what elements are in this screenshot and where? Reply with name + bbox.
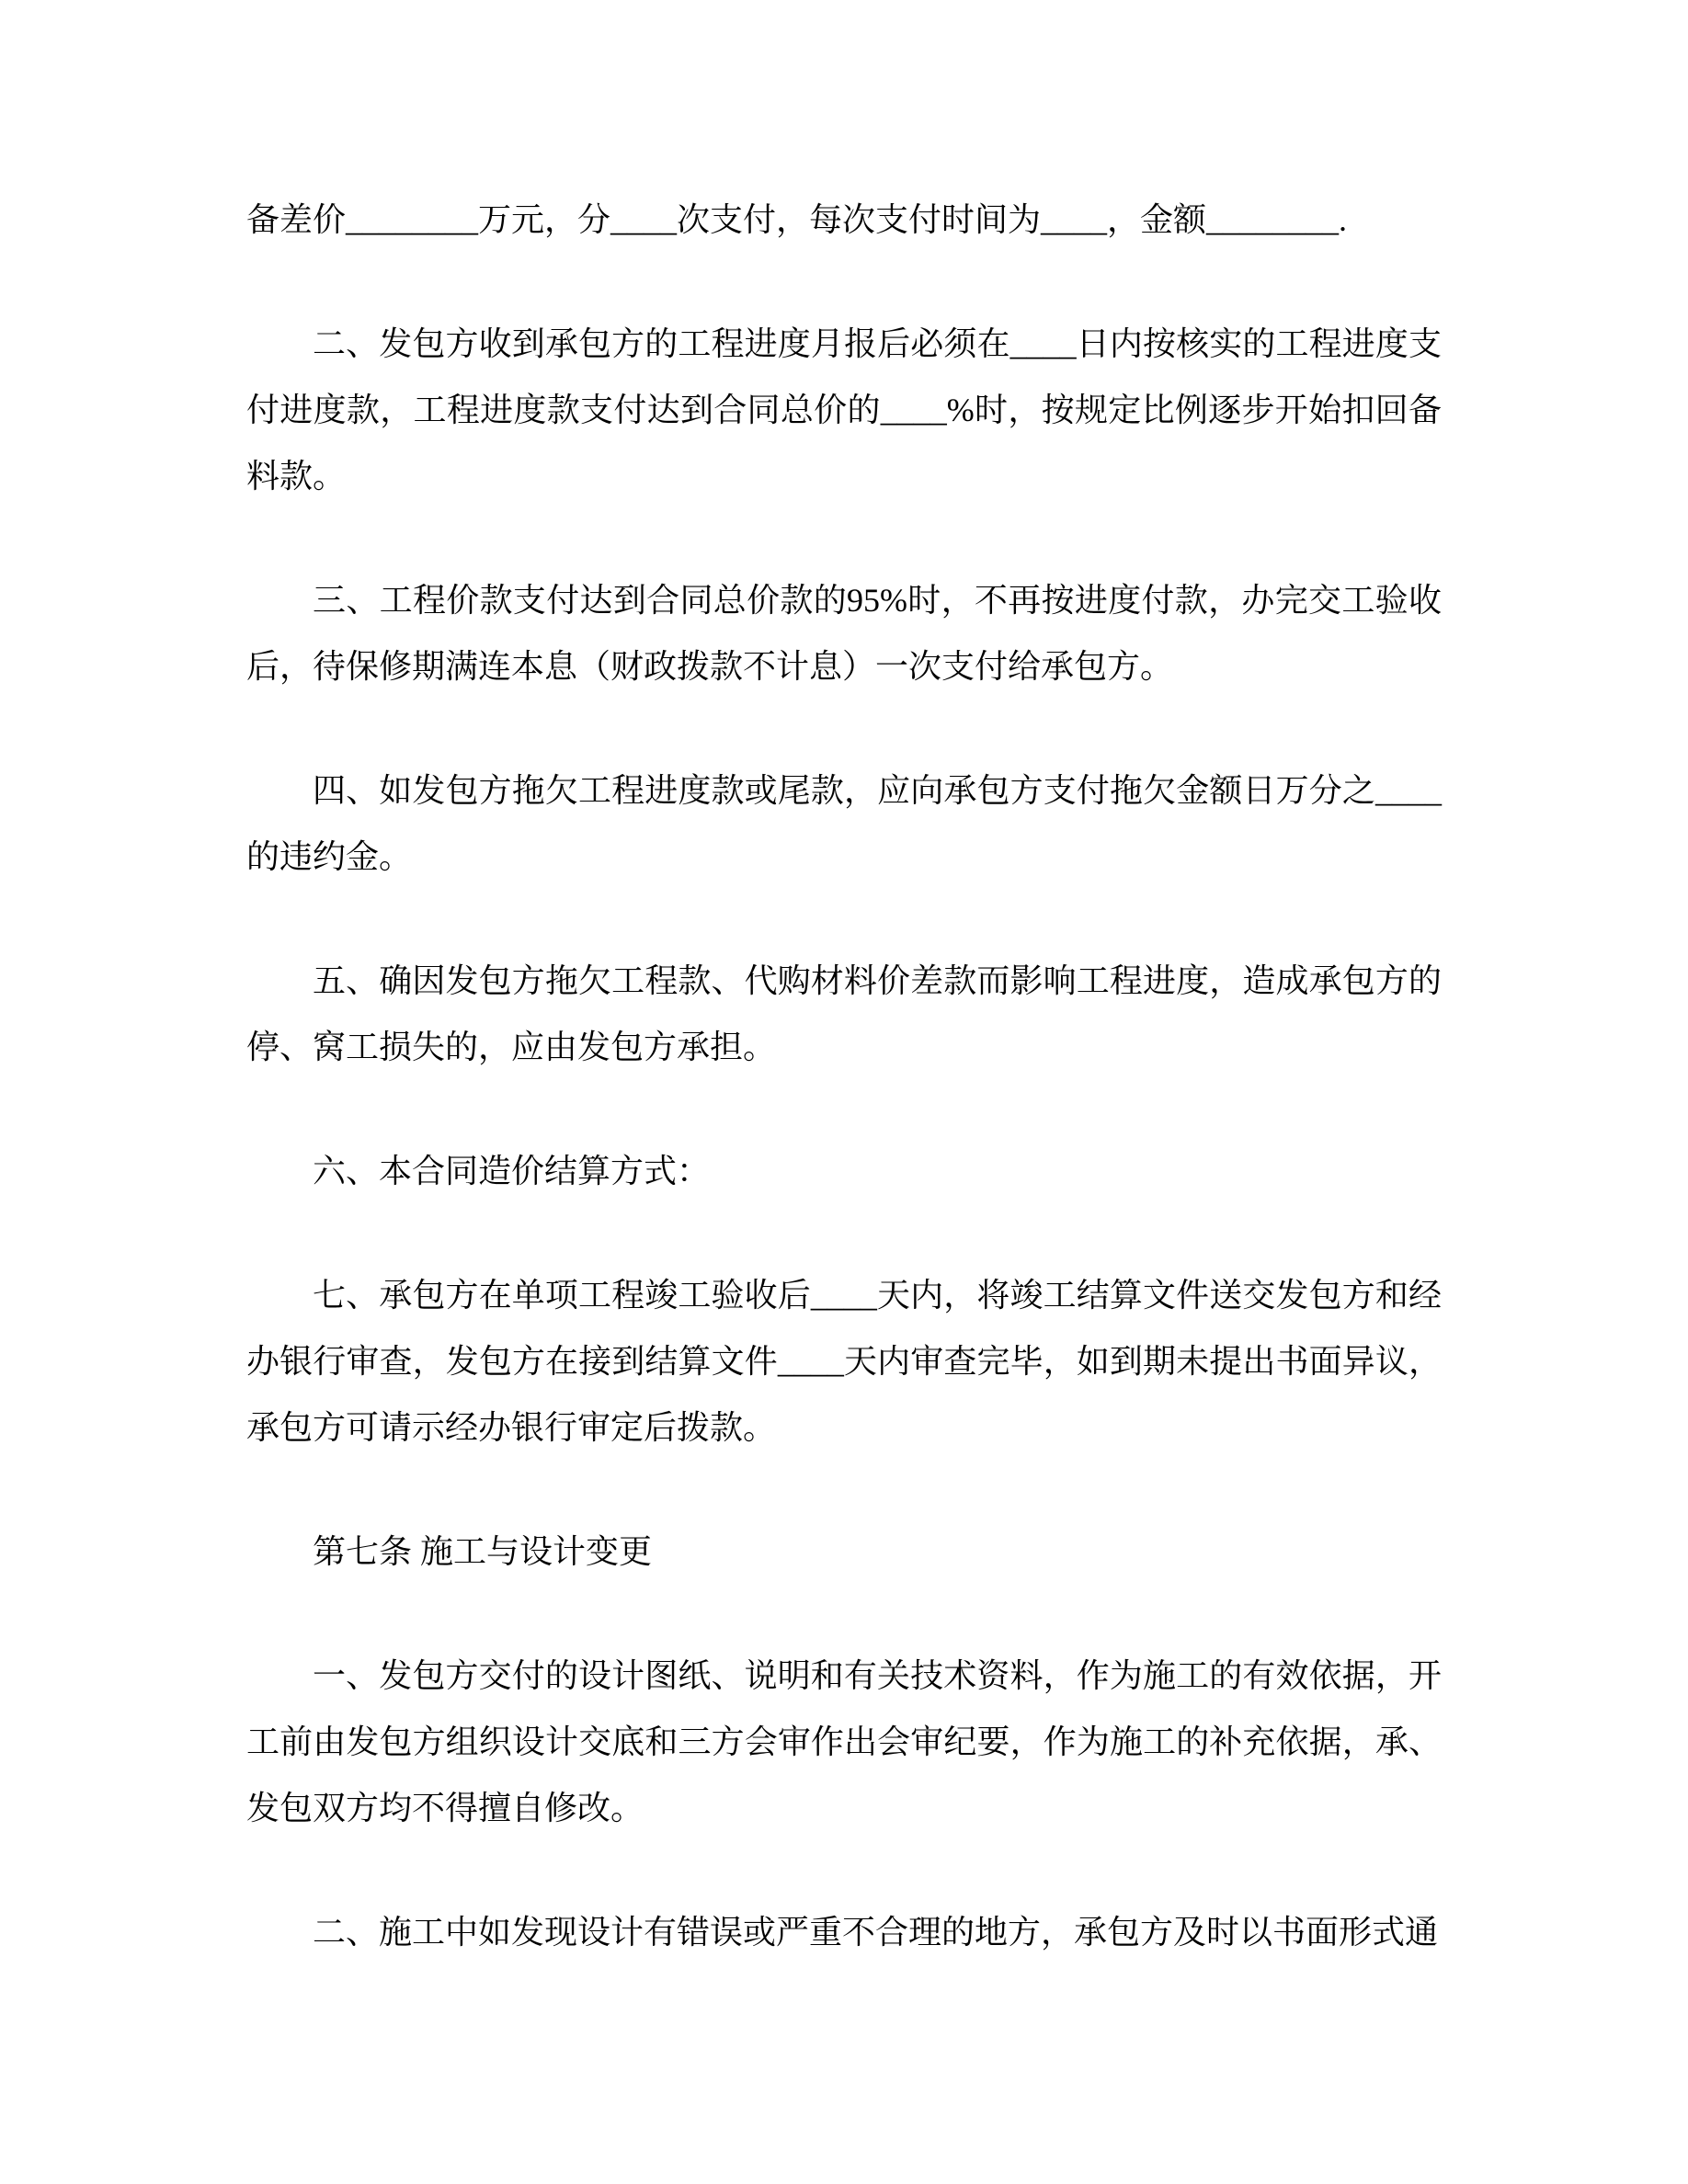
contract-paragraph-continuation: 备差价________万元，分____次支付，每次支付时间为____，金额________. bbox=[246, 201, 1348, 238]
section-heading-article-7: 第七条 施工与设计变更 bbox=[313, 1533, 653, 1570]
contract-clause-design-2: 二、施工中如发现设计有错误或严重不合理的地方，承包方及时以书面形式通 bbox=[313, 1914, 1439, 1951]
contract-clause-payment-5: 五、确因发包方拖欠工程款、代购材料价差款而影响工程进度，造成承包方的停、窝工损失的，应由发包方承担。 bbox=[246, 962, 1442, 1065]
contract-clause-payment-7: 七、承包方在单项工程竣工验收后____天内，将竣工结算文件送交发包方和经办银行审查，发包方在接到结算文件____天内审查完毕，如到期未提出书面异议，承包方可请示经办银行审定后拨款。 bbox=[246, 1277, 1442, 1446]
contract-clause-design-1: 一、发包方交付的设计图纸、说明和有关技术资料，作为施工的有效依据，开工前由发包方组织设计交底和三方会审作出会审纪要，作为施工的补充依据，承、发包双方均不得擅自修改。 bbox=[246, 1657, 1442, 1826]
contract-clause-payment-4: 四、如发包方拖欠工程进度款或尾款，应向承包方支付拖欠金额日万分之____的违约金。 bbox=[246, 772, 1442, 875]
contract-clause-payment-2: 二、发包方收到承包方的工程进度月报后必须在____日内按核实的工程进度支付进度款，工程进度款支付达到合同总价的____%时，按规定比例逐步开始扣回备料款。 bbox=[246, 325, 1442, 495]
contract-clause-payment-6: 六、本合同造价结算方式： bbox=[313, 1153, 711, 1189]
contract-clause-payment-3: 三、工程价款支付达到合同总价款的95%时，不再按进度付款，办完交工验收后，待保修期满连本息（财政拨款不计息）一次支付给承包方。 bbox=[246, 582, 1442, 685]
